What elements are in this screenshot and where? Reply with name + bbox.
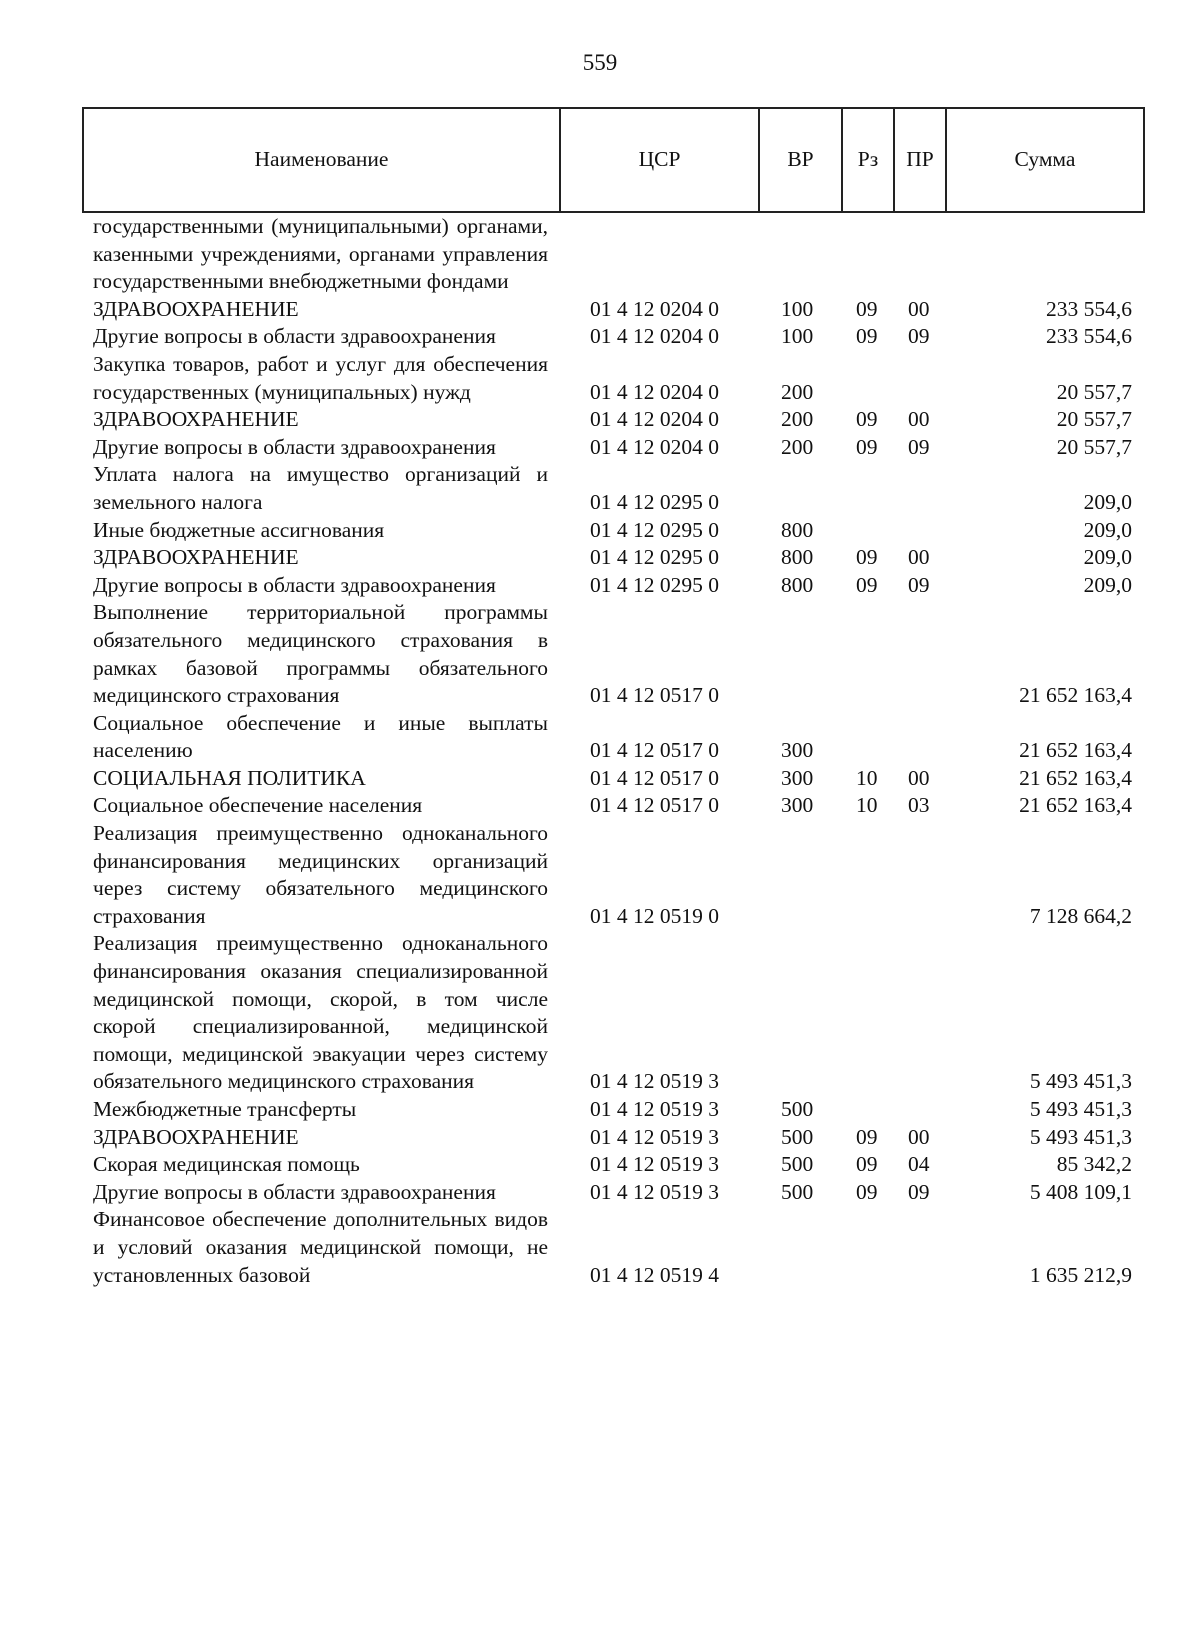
cell-vr: [759, 1206, 842, 1289]
table-body: [83, 212, 1144, 1289]
header-sum: Сумма: [946, 108, 1144, 212]
cell-sum: 209,0: [1083, 489, 1132, 514]
table-row: [83, 765, 1144, 793]
cell-pr: 09: [908, 324, 930, 349]
cell-sum: 21 652 163,4: [1019, 765, 1132, 790]
cell-csr: 01 4 12 0519 3: [590, 1179, 719, 1204]
cell-sum: 233 554,6: [1046, 324, 1132, 349]
header-rz: Рз: [842, 108, 894, 212]
cell-rz: [842, 351, 894, 406]
cell-name: Иные бюджетные ассигнования: [93, 517, 385, 542]
header-vr: ВР: [759, 108, 842, 212]
cell-csr: 01 4 12 0295 0: [590, 545, 719, 570]
cell-pr: 03: [908, 793, 930, 818]
cell-rz: [842, 930, 894, 1096]
cell-rz: [842, 599, 894, 709]
cell-sum: 20 557,7: [1056, 407, 1132, 432]
cell-vr: 800: [781, 572, 814, 597]
cell-sum: [946, 212, 1144, 296]
cell-rz: 09: [856, 407, 878, 432]
cell-pr: 09: [908, 572, 930, 597]
cell-vr: [759, 461, 842, 516]
table-row: [83, 212, 1144, 296]
cell-pr: 00: [908, 407, 930, 432]
cell-sum: 209,0: [1083, 572, 1132, 597]
cell-vr: 500: [781, 1179, 814, 1204]
cell-csr: 01 4 12 0517 0: [590, 738, 719, 763]
cell-name: Уплата налога на имущество организаций и земельного налога: [93, 462, 548, 514]
cell-csr: 01 4 12 0204 0: [590, 296, 719, 321]
cell-csr: 01 4 12 0519 0: [590, 903, 719, 928]
cell-rz: [842, 461, 894, 516]
cell-pr: [894, 351, 946, 406]
cell-name: Другие вопросы в области здравоохранения: [93, 572, 496, 597]
cell-sum: 209,0: [1083, 545, 1132, 570]
cell-sum: 5 493 451,3: [1029, 1069, 1132, 1094]
table-row: [83, 599, 1144, 709]
table-row: [83, 544, 1144, 572]
cell-rz: 09: [856, 324, 878, 349]
table-row: [83, 1206, 1144, 1289]
cell-csr: 01 4 12 0295 0: [590, 517, 719, 542]
cell-rz: 10: [856, 793, 878, 818]
cell-rz: 09: [856, 572, 878, 597]
cell-vr: 200: [781, 434, 814, 459]
cell-name: Выполнение территориальной программы обязательного медицинского страхования в рамках базовой программы обязательного медицинского страхования: [93, 600, 548, 708]
cell-csr: 01 4 12 0204 0: [590, 407, 719, 432]
table-row: [83, 572, 1144, 600]
cell-rz: 09: [856, 545, 878, 570]
cell-pr: [894, 212, 946, 296]
cell-pr: [894, 710, 946, 765]
cell-rz: [842, 1096, 894, 1124]
cell-csr: 01 4 12 0519 4: [590, 1262, 719, 1287]
cell-sum: 20 557,7: [1056, 434, 1132, 459]
cell-name: Другие вопросы в области здравоохранения: [93, 1179, 496, 1204]
table-row: [83, 792, 1144, 820]
cell-name: Социальное обеспечение населения: [93, 793, 423, 818]
table-row: [83, 517, 1144, 545]
table-row: [83, 1124, 1144, 1152]
cell-pr: 04: [908, 1152, 930, 1177]
cell-vr: 200: [781, 379, 814, 404]
cell-vr: 300: [781, 738, 814, 763]
cell-vr: [759, 599, 842, 709]
cell-name: ЗДРАВООХРАНЕНИЕ: [93, 545, 299, 570]
cell-csr: 01 4 12 0519 3: [590, 1097, 719, 1121]
cell-name: Другие вопросы в области здравоохранения: [93, 324, 496, 349]
cell-rz: 09: [856, 1179, 878, 1204]
cell-csr: 01 4 12 0204 0: [590, 324, 719, 349]
cell-csr: 01 4 12 0517 0: [590, 765, 719, 790]
cell-pr: [894, 461, 946, 516]
table-row: [83, 1151, 1144, 1179]
cell-vr: 800: [781, 517, 814, 542]
cell-pr: [894, 517, 946, 545]
cell-csr: 01 4 12 0519 3: [590, 1152, 719, 1177]
cell-sum: 21 652 163,4: [1019, 738, 1132, 763]
cell-sum: 209,0: [1083, 517, 1132, 542]
cell-sum: 5 408 109,1: [1029, 1179, 1132, 1204]
cell-csr: 01 4 12 0295 0: [590, 489, 719, 514]
budget-table: [82, 107, 1145, 1289]
table-row: [83, 323, 1144, 351]
table-row: [83, 1179, 1144, 1207]
cell-name: ЗДРАВООХРАНЕНИЕ: [93, 1124, 299, 1149]
cell-name: Реализация преимущественно одноканального финансирования медицинских организаций через систему обязательного медицинского страхования: [93, 821, 548, 928]
table-row: [83, 461, 1144, 516]
cell-rz: 09: [856, 1152, 878, 1177]
cell-pr: 00: [908, 296, 930, 321]
cell-rz: 09: [856, 296, 878, 321]
cell-vr: 200: [781, 407, 814, 432]
cell-csr: 01 4 12 0519 3: [590, 1069, 719, 1094]
table-header: [83, 108, 1144, 212]
cell-csr: 01 4 12 0204 0: [590, 379, 719, 404]
cell-vr: 300: [781, 793, 814, 818]
cell-vr: 500: [781, 1152, 814, 1177]
cell-rz: 09: [856, 434, 878, 459]
cell-csr: 01 4 12 0204 0: [590, 434, 719, 459]
cell-pr: 00: [908, 765, 930, 790]
header-name: Наименование: [83, 108, 560, 212]
table-row: [83, 820, 1144, 930]
cell-pr: [894, 820, 946, 930]
header-csr: ЦСР: [560, 108, 759, 212]
cell-rz: 09: [856, 1124, 878, 1149]
cell-rz: [842, 517, 894, 545]
cell-vr: [759, 820, 842, 930]
cell-rz: [842, 1206, 894, 1289]
cell-vr: 500: [781, 1124, 814, 1149]
cell-sum: 5 493 451,3: [1029, 1124, 1132, 1149]
cell-pr: [894, 1096, 946, 1124]
table-row: [83, 406, 1144, 434]
cell-name: государственными (муниципальными) органами, казенными учреждениями, органами управления государственными внебюджетными фондами: [93, 214, 548, 294]
cell-sum: 20 557,7: [1056, 379, 1132, 404]
cell-rz: 10: [856, 765, 878, 790]
cell-sum: 7 128 664,2: [1029, 903, 1132, 928]
cell-name: Межбюджетные трансферты: [93, 1097, 357, 1121]
cell-sum: 233 554,6: [1046, 296, 1132, 321]
cell-vr: 100: [781, 324, 814, 349]
cell-name: ЗДРАВООХРАНЕНИЕ: [93, 296, 299, 321]
cell-name: Реализация преимущественно одноканального финансирования оказания специализированной медицинской помощи, скорой, в том числе скорой специализированной, медицинской помощи, медицинской эвакуации через систему обязательного медицинского страхования: [93, 931, 548, 1094]
cell-vr: 800: [781, 545, 814, 570]
cell-name: Финансовое обеспечение дополнительных видов и условий оказания медицинской помощи, не установленных базовой: [93, 1207, 548, 1287]
cell-rz: [842, 820, 894, 930]
cell-rz: [842, 710, 894, 765]
cell-sum: 5 493 451,3: [1029, 1097, 1132, 1121]
table-row: [83, 351, 1144, 406]
cell-vr: [759, 930, 842, 1096]
table-row: [83, 1096, 1144, 1124]
cell-sum: 85 342,2: [1056, 1152, 1132, 1177]
table-row: [83, 296, 1144, 324]
cell-vr: 100: [781, 296, 814, 321]
cell-csr: 01 4 12 0517 0: [590, 683, 719, 708]
cell-pr: [894, 930, 946, 1096]
cell-csr: [560, 212, 759, 296]
table-row: [83, 434, 1144, 462]
cell-sum: 21 652 163,4: [1019, 793, 1132, 818]
cell-sum: 1 635 212,9: [1029, 1262, 1132, 1287]
cell-csr: 01 4 12 0519 3: [590, 1124, 719, 1149]
cell-sum: 21 652 163,4: [1019, 683, 1132, 708]
page-number: 559: [582, 50, 618, 75]
table-row: [83, 930, 1144, 1096]
cell-pr: 09: [908, 434, 930, 459]
cell-vr: [759, 212, 842, 296]
cell-name: ЗДРАВООХРАНЕНИЕ: [93, 407, 299, 432]
header-pr: ПР: [894, 108, 946, 212]
cell-name: Скорая медицинская помощь: [93, 1152, 360, 1177]
cell-csr: 01 4 12 0517 0: [590, 793, 719, 818]
cell-name: Другие вопросы в области здравоохранения: [93, 434, 496, 459]
cell-pr: 00: [908, 1124, 930, 1149]
cell-pr: [894, 1206, 946, 1289]
cell-csr: 01 4 12 0295 0: [590, 572, 719, 597]
table-row: [83, 710, 1144, 765]
cell-name: СОЦИАЛЬНАЯ ПОЛИТИКА: [93, 765, 366, 790]
cell-pr: [894, 599, 946, 709]
cell-pr: 09: [908, 1179, 930, 1204]
cell-vr: 300: [781, 765, 814, 790]
cell-pr: 00: [908, 545, 930, 570]
cell-name: Социальное обеспечение и иные выплаты населению: [93, 710, 548, 763]
cell-vr: 500: [781, 1097, 814, 1121]
cell-name: Закупка товаров, работ и услуг для обеспечения государственных (муниципальных) нужд: [93, 351, 548, 404]
cell-rz: [842, 212, 894, 296]
